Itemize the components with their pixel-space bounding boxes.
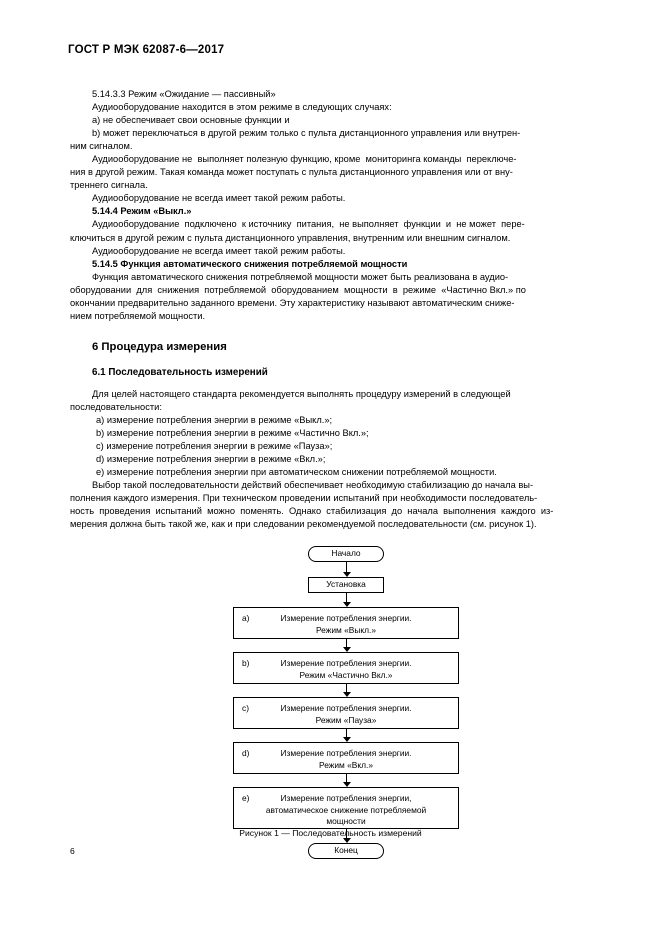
flow-node-setup-label: Установка	[326, 579, 366, 590]
flow-arrow-a-to-b	[342, 639, 351, 652]
flow-arrow-c-to-d	[342, 729, 351, 742]
flow-arrow-start-to-setup	[342, 562, 351, 577]
clause-5-14-5-line2: оборудовании для снижения потребляемой оборудованием мощности в режиме «Частично Вкл.» по	[70, 284, 526, 295]
spacer-after-subheading	[70, 378, 592, 388]
clause-5-14-4-para1-line1: Аудиооборудование подключено к источнику питания, не выполняет функции и не может пере-	[92, 219, 525, 230]
section-6-intro-line1: Для целей настоящего стандарта рекомендуется выполнять процедуру измерений в следующей	[92, 388, 511, 399]
body-column	[70, 88, 592, 531]
clause-5-14-4-para1-line2: ключиться в другой режим с пульта дистанционного управления, внутренним или внешним сигналом.	[70, 232, 511, 243]
flow-node-start	[308, 546, 384, 562]
flow-node-step-a-letter: a)	[242, 613, 250, 623]
flow-node-step-e-line2: автоматическое снижение потребляемой	[265, 804, 427, 815]
flow-arrow-b-to-c	[342, 684, 351, 697]
flow-node-step-c-line1: Измерение потребления энергии.	[280, 703, 412, 713]
running-head: ГОСТ Р МЭК 62087-6—2017	[68, 44, 225, 56]
clause-5-14-3-3-para3: Аудиооборудование не всегда имеет такой режим работы.	[92, 193, 346, 204]
clause-5-14-3-3-item-b-line1: b) может переключаться в другой режим только с пульта дистанционного управления или внутрен-	[92, 128, 521, 139]
heading-5-14-5: 5.14.5 Функция автоматического снижения потребляемой мощности	[92, 258, 408, 269]
clause-5-14-3-3-item-a: a) не обеспечивает свои основные функции и	[92, 115, 290, 126]
flow-node-step-a-line2: Режим «Выкл.»	[315, 624, 377, 635]
clause-5-14-5-line1: Функция автоматического снижения потребляемой мощности может быть реализована в аудио-	[92, 271, 509, 282]
flow-node-step-e	[233, 787, 459, 829]
section-6-intro-line2: последовательности:	[70, 401, 162, 412]
section-6-list-item-b: b) измерение потребления энергии в режиме «Частично Вкл.»;	[96, 427, 369, 438]
flow-arrow-setup-to-a	[342, 593, 351, 607]
flow-node-end-label: Конец	[334, 845, 358, 856]
section-6-list-item-e: e) измерение потребления энергии при автоматическом снижении потребляемой мощности.	[96, 467, 497, 478]
flow-node-step-d	[233, 742, 459, 774]
clause-5-14-3-3-para2-line1: Аудиооборудование не выполняет полезную функцию, кроме мониторинга команды переключе-	[92, 154, 517, 165]
flow-node-step-b-letter: b)	[242, 658, 250, 668]
flow-node-step-c-letter: c)	[242, 703, 249, 713]
heading-5-14-3-3: 5.14.3.3 Режим «Ожидание — пассивный»	[92, 89, 276, 99]
section-6-closing-line1: Выбор такой последовательности действий обеспечивает необходимую стабилизацию до начала вы-	[92, 480, 534, 491]
section-6-closing-line3: ность проведения испытаний можно поменять. Однако стабилизация до начала выполнения каждого из-	[70, 506, 554, 517]
clause-5-14-4-para2: Аудиооборудование не всегда имеет такой режим работы.	[92, 245, 346, 256]
flow-arrow-d-to-e	[342, 774, 351, 787]
flow-node-step-b-line1: Измерение потребления энергии.	[280, 658, 412, 668]
clause-5-14-5-line3: окончании предварительно заданного времени. Эту характеристику называют автоматическим сниже-	[70, 297, 515, 308]
spacer-before-section-6	[70, 323, 592, 341]
flow-node-step-e-line1: Измерение потребления энергии,	[280, 793, 412, 803]
flow-node-step-c	[233, 697, 459, 729]
figure-1-flowchart	[0, 544, 661, 856]
flow-node-setup	[308, 577, 384, 593]
clause-5-14-3-3-para2-line2: ния в другой режим. Такая команда может поступать с пульта дистанционного управления или от вну-	[70, 167, 513, 178]
flow-node-start-label: Начало	[331, 548, 361, 559]
page-number: 6	[70, 846, 75, 856]
flow-node-step-a	[233, 607, 459, 639]
clause-5-14-3-3-lead: Аудиооборудование находится в этом режиме в следующих случаях:	[92, 102, 392, 113]
flow-node-step-d-line2: Режим «Вкл.»	[318, 759, 374, 770]
heading-section-6: 6 Процедура измерения	[92, 340, 227, 353]
heading-section-6-1: 6.1 Последовательность измерений	[92, 366, 268, 378]
clause-5-14-5-line4: нием потребляемой мощности.	[70, 310, 206, 321]
flow-node-step-b	[233, 652, 459, 684]
section-6-list-item-c: c) измерение потребления энергии в режиме «Пауза»;	[96, 441, 333, 452]
spacer-after-section-6-heading	[70, 353, 592, 367]
flow-node-step-e-line3: мощности	[326, 816, 366, 827]
heading-5-14-4: 5.14.4 Режим «Выкл.»	[92, 206, 192, 217]
flow-node-step-d-letter: d)	[242, 748, 250, 758]
section-6-closing-line4: мерения должна быть такой же, как и при следовании рекомендуемой последовательности (см. рисунок 1).	[70, 519, 537, 530]
flow-node-step-e-letter: e)	[242, 793, 250, 803]
flow-node-end	[308, 843, 384, 859]
section-6-list-item-a: a) измерение потребления энергии в режиме «Выкл.»;	[96, 414, 333, 425]
figure-1-caption: Рисунок 1 — Последовательность измерений	[239, 828, 422, 838]
clause-5-14-3-3-para2-line3: треннего сигнала.	[70, 180, 148, 191]
section-6-list-item-d: d) измерение потребления энергии в режиме «Вкл.»;	[96, 454, 326, 465]
flow-node-step-b-line2: Режим «Частично Вкл.»	[299, 669, 393, 680]
flow-node-step-c-line2: Режим «Пауза»	[315, 714, 377, 725]
flow-node-step-d-line1: Измерение потребления энергии.	[280, 748, 412, 758]
clause-5-14-3-3-item-b-line2: ним сигналом.	[70, 141, 133, 152]
section-6-closing-line2: полнения каждого измерения. При техническом проведении испытаний при необходимости последователь-	[70, 493, 538, 504]
flow-node-step-a-line1: Измерение потребления энергии.	[280, 613, 412, 623]
